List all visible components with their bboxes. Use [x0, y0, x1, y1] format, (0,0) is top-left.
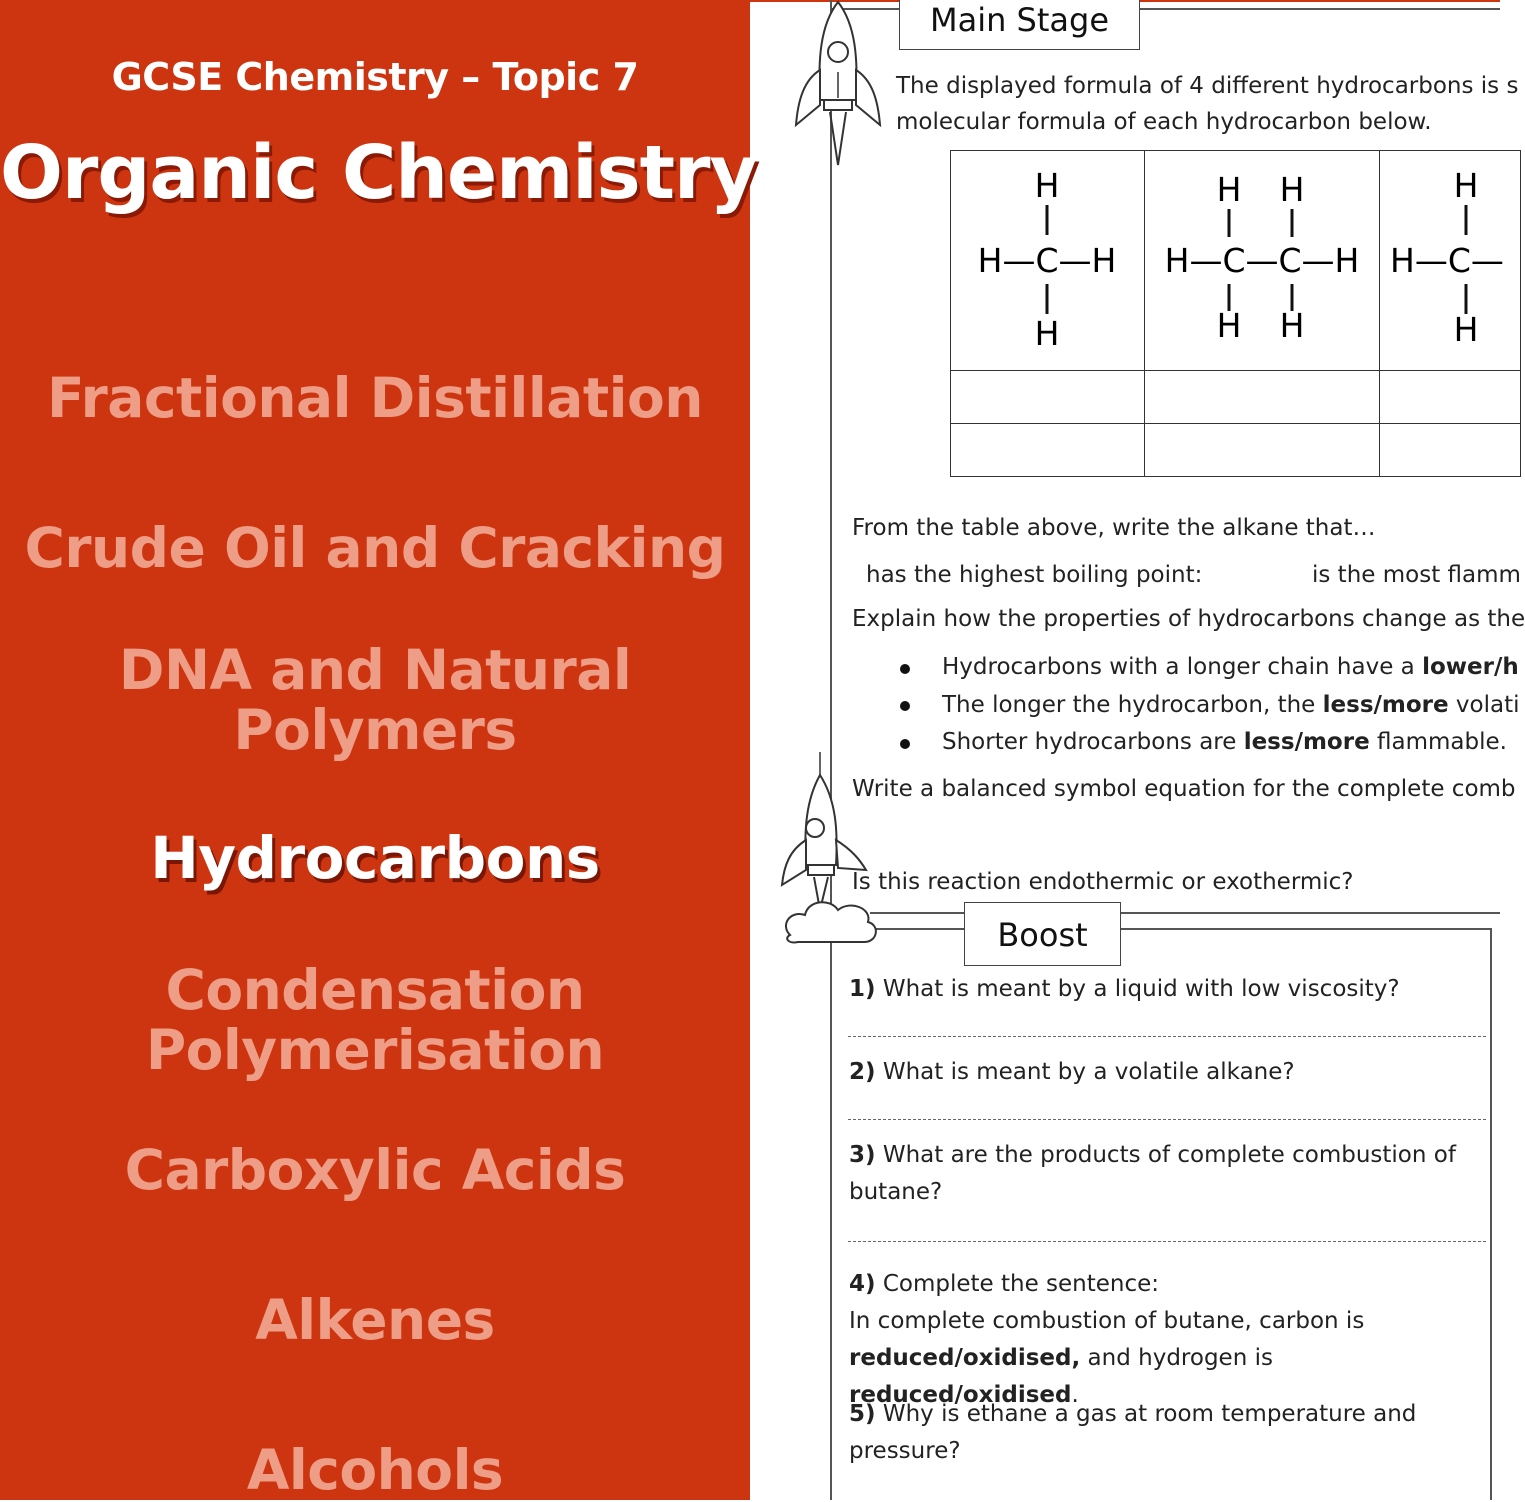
topic-label: Alkenes — [255, 1288, 495, 1352]
boost-question-1: 1) What is meant by a liquid with low viscosity? — [849, 976, 1400, 1002]
boost-question-3: 3) What are the products of complete combustion of butane? — [849, 1142, 1456, 1205]
banner-subtitle: GCSE Chemistry – Topic 7 — [111, 55, 639, 99]
frame-line — [830, 928, 1490, 930]
boost-question-2: 2) What is meant by a volatile alkane? — [849, 1059, 1295, 1085]
svg-text:H: H — [1034, 166, 1060, 205]
frame-line — [1490, 928, 1492, 1500]
topic-label: Alcohols — [246, 1438, 504, 1502]
bullet-item: The longer the hydrocarbon, the less/more volati — [942, 692, 1520, 718]
boost-label: Boost — [964, 902, 1121, 966]
choice-text[interactable]: reduced/oxidised — [849, 1382, 1072, 1408]
answer-cell[interactable] — [1145, 371, 1380, 424]
topic-carboxylic-acids[interactable] — [0, 1140, 750, 1200]
topic-hydrocarbons[interactable] — [0, 824, 750, 892]
answer-cell[interactable] — [951, 424, 1145, 477]
most-flammable-prompt: is the most flamm — [1312, 562, 1521, 588]
topic-label: Fractional Distillation — [47, 366, 703, 430]
topic-label: Carboxylic Acids — [124, 1138, 626, 1202]
topic-banner — [0, 0, 757, 1502]
svg-text:H: H — [1279, 306, 1305, 345]
ethane-structure — [1145, 151, 1379, 366]
svg-text:H: H — [1453, 310, 1479, 349]
topic-label: DNA and Natural — [118, 638, 632, 702]
bullet-item: Hydrocarbons with a longer chain have a lower/h — [942, 654, 1519, 680]
topic-label: Polymerisation — [145, 1018, 605, 1082]
answer-line[interactable] — [848, 1119, 1486, 1120]
svg-text:H: H — [1279, 170, 1305, 209]
answer-cell[interactable] — [1380, 424, 1521, 477]
svg-text:H—C—H: H—C—H — [977, 241, 1117, 280]
main-stage-label: Main Stage — [899, 0, 1140, 50]
topic-fractional-distillation[interactable] — [0, 368, 750, 428]
rocket-launch-icon — [780, 750, 890, 970]
rocket-icon — [790, 0, 890, 170]
answer-line[interactable] — [848, 1036, 1486, 1037]
topic-label: Condensation — [165, 958, 585, 1022]
boost-question-5: 5) Why is ethane a gas at room temperature and pressure? — [849, 1401, 1417, 1464]
topic-label: Crude Oil and Cracking — [24, 516, 726, 580]
svg-text:H: H — [1216, 306, 1242, 345]
bullet-icon — [900, 664, 910, 674]
molecule-cell-methane — [951, 151, 1145, 371]
topic-label: Polymers — [233, 698, 517, 762]
bullet-item: Shorter hydrocarbons are less/more flammable. — [942, 729, 1507, 755]
intro-line: The displayed formula of 4 different hydrocarbons is s — [896, 73, 1519, 99]
svg-text:H—C—: H—C— — [1390, 241, 1504, 280]
bullet-icon — [900, 739, 910, 749]
intro-line: molecular formula of each hydrocarbon below. — [896, 109, 1432, 135]
topic-alcohols[interactable] — [0, 1440, 750, 1500]
hydrocarbon-table — [950, 150, 1521, 477]
explain-prompt: Explain how the properties of hydrocarbons change as the — [852, 606, 1525, 632]
topic-alkenes[interactable] — [0, 1290, 750, 1350]
boost-question-4: 4) Complete the sentence: In complete combustion of butane, carbon is reduced/oxidised, and hydrogen is reduced/oxidised. — [849, 1271, 1365, 1408]
answer-line[interactable] — [848, 1241, 1486, 1242]
bullet-icon — [900, 701, 910, 711]
topic-crude-oil-and-cracking[interactable] — [0, 518, 750, 578]
molecule-cell-ethane — [1145, 151, 1380, 371]
partial-structure — [1380, 151, 1520, 366]
banner-title: Organic Chemistry — [0, 130, 757, 216]
svg-text:H—C—C—H: H—C—C—H — [1164, 241, 1360, 280]
svg-text:H: H — [1216, 170, 1242, 209]
topic-label: Hydrocarbons — [150, 824, 600, 892]
topic-dna-and-natural-polymers[interactable] — [0, 640, 750, 760]
table-prompt: From the table above, write the alkane that… — [852, 515, 1376, 541]
topic-condensation-polymerisation[interactable] — [0, 960, 750, 1080]
choice-text[interactable]: less/more — [1243, 729, 1370, 755]
methane-structure — [951, 151, 1144, 366]
choice-text[interactable]: less/more — [1322, 692, 1449, 718]
answer-cell[interactable] — [1380, 371, 1521, 424]
answer-cell[interactable] — [1145, 424, 1380, 477]
endo-exo-prompt: Is this reaction endothermic or exothermic? — [852, 869, 1354, 895]
worksheet-page — [750, 0, 1525, 1500]
equation-prompt: Write a balanced symbol equation for the complete comb — [852, 776, 1516, 802]
answer-cell[interactable] — [951, 371, 1145, 424]
svg-text:H: H — [1034, 314, 1060, 353]
choice-text[interactable]: reduced/oxidised, — [849, 1345, 1081, 1371]
svg-text:H: H — [1453, 166, 1479, 205]
molecule-cell-partial — [1380, 151, 1521, 371]
choice-text[interactable]: lower/h — [1422, 654, 1519, 680]
highest-bp-prompt: has the highest boiling point: — [866, 562, 1203, 588]
